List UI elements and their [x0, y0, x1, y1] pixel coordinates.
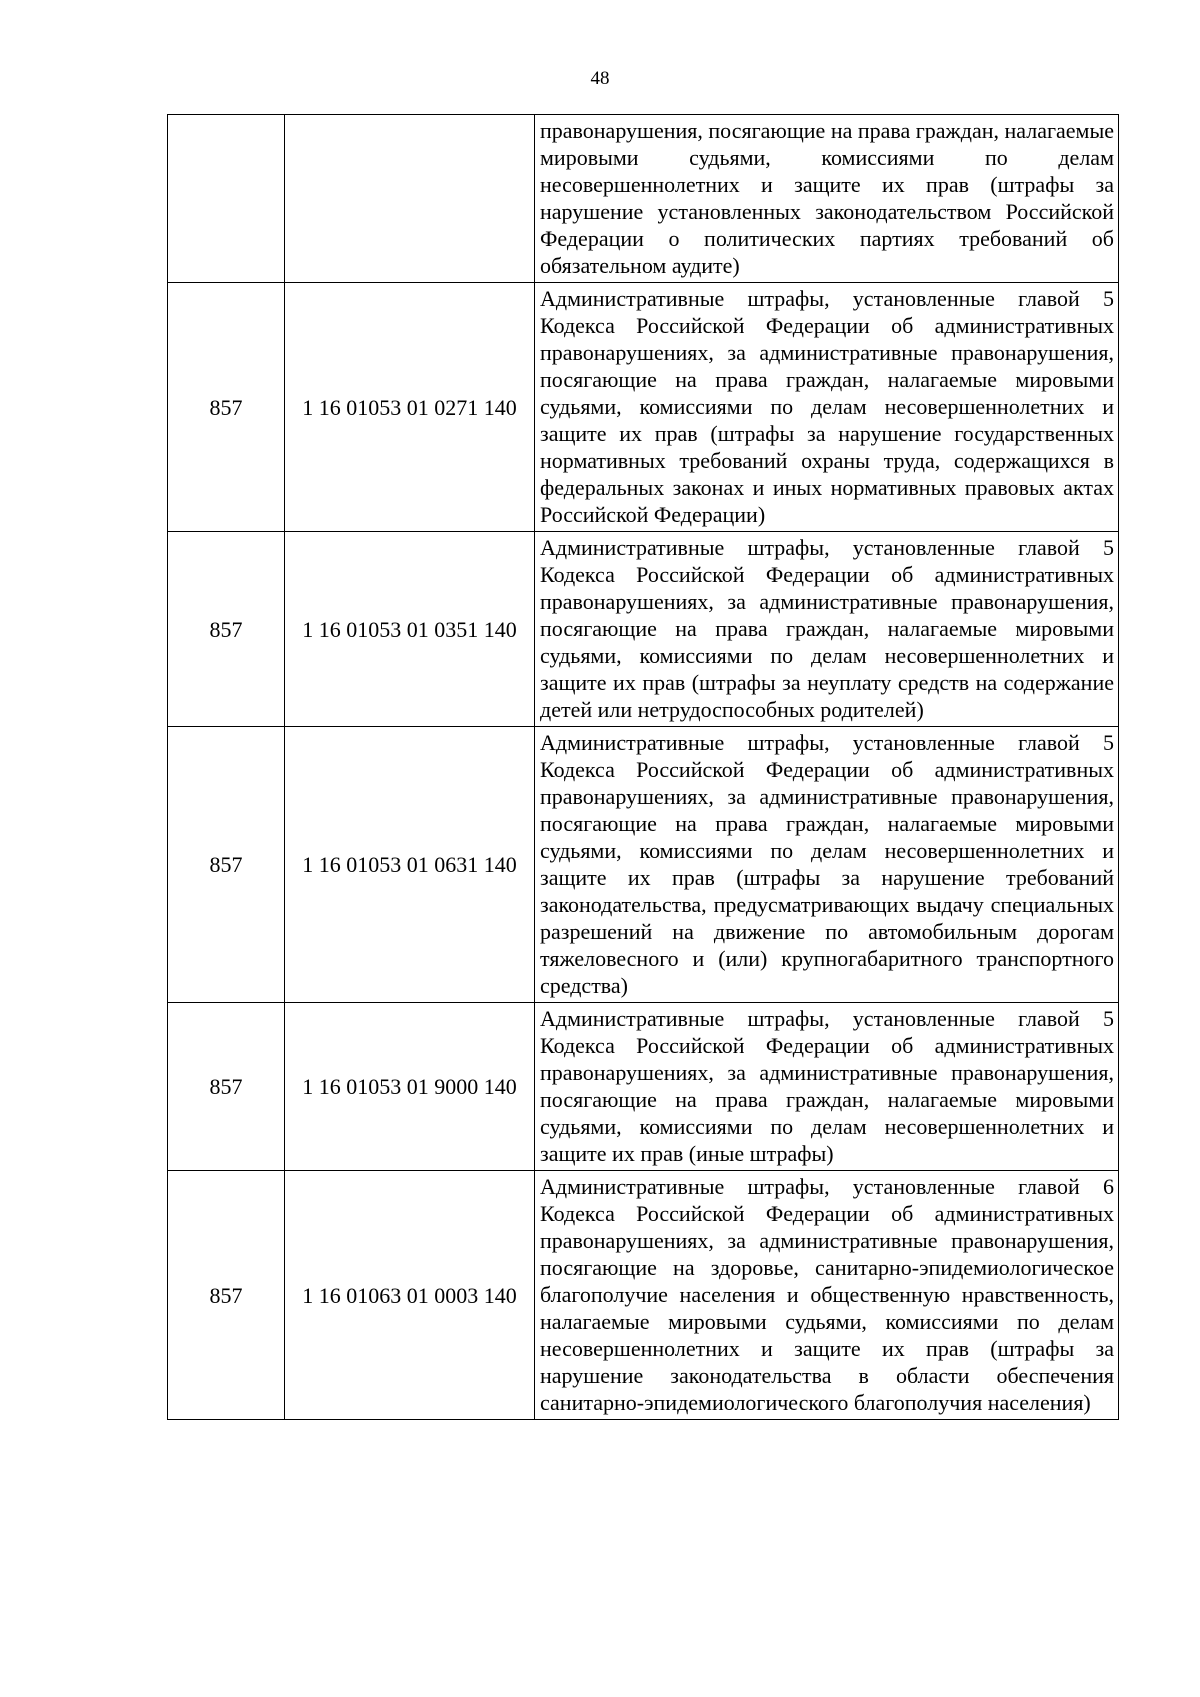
revenue-name-cell: Административные штрафы, установленные главой 5 Кодекса Российской Федерации об административных правонарушениях, за административные правонарушения, посягающие на права граждан, налагаемые мировыми судьями, комиссиями по делам несовершеннолетних и защите их прав (штрафы за неуплату средств на содержание детей или нетрудоспособных родителей) — [535, 532, 1119, 727]
table-row — [168, 532, 1119, 727]
kbk-code-cell: 1 16 01053 01 0631 140 — [285, 727, 535, 1003]
admin-code-cell: 857 — [168, 283, 285, 532]
kbk-code-cell — [285, 115, 535, 283]
revenue-name-cell: Административные штрафы, установленные главой 5 Кодекса Российской Федерации об административных правонарушениях, за административные правонарушения, посягающие на права граждан, налагаемые мировыми судьями, комиссиями по делам несовершеннолетних и защите их прав (штрафы за нарушение государственных нормативных требований охраны труда, содержащихся в федеральных законах и иных нормативных правовых актах Российской Федерации) — [535, 283, 1119, 532]
kbk-code-cell: 1 16 01063 01 0003 140 — [285, 1171, 535, 1420]
admin-code-cell: 857 — [168, 1003, 285, 1171]
table-row — [168, 727, 1119, 1003]
admin-code-cell: 857 — [168, 1171, 285, 1420]
kbk-code-cell: 1 16 01053 01 0271 140 — [285, 283, 535, 532]
page-number: 48 — [590, 68, 610, 89]
revenue-name-cell: Административные штрафы, установленные главой 5 Кодекса Российской Федерации об административных правонарушениях, за административные правонарушения, посягающие на права граждан, налагаемые мировыми судьями, комиссиями по делам несовершеннолетних и защите их прав (иные штрафы) — [535, 1003, 1119, 1171]
admin-code-cell — [168, 115, 285, 283]
table-row — [168, 283, 1119, 532]
table-row — [168, 1003, 1119, 1171]
kbk-code-cell: 1 16 01053 01 0351 140 — [285, 532, 535, 727]
table-row — [168, 1171, 1119, 1420]
table-body — [168, 115, 1119, 1420]
revenue-name-cell: Административные штрафы, установленные главой 6 Кодекса Российской Федерации об административных правонарушениях, за административные правонарушения, посягающие на здоровье, санитарно-эпидемиологическое благополучие населения и общественную нравственность, налагаемые мировыми судьями, комиссиями по делам несовершеннолетних и защите их прав (штрафы за нарушение законодательства в области обеспечения санитарно-эпидемиологического благополучия населения) — [535, 1171, 1119, 1420]
table-row — [168, 115, 1119, 283]
kbk-code-cell: 1 16 01053 01 9000 140 — [285, 1003, 535, 1171]
budget-classification-table — [167, 114, 1119, 1420]
revenue-name-cell: Административные штрафы, установленные главой 5 Кодекса Российской Федерации об административных правонарушениях, за административные правонарушения, посягающие на права граждан, налагаемые мировыми судьями, комиссиями по делам несовершеннолетних и защите их прав (штрафы за нарушение требований законодательства, предусматривающих выдачу специальных разрешений на движение по автомобильным дорогам тяжеловесного и (или) крупногабаритного транспортного средства) — [535, 727, 1119, 1003]
admin-code-cell: 857 — [168, 532, 285, 727]
admin-code-cell: 857 — [168, 727, 285, 1003]
revenue-name-cell: правонарушения, посягающие на права граждан, налагаемые мировыми судьями, комиссиями по делам несовершеннолетних и защите их прав (штрафы за нарушение установленных законодательством Российской Федерации о политических партиях требований об обязательном аудите) — [535, 115, 1119, 283]
